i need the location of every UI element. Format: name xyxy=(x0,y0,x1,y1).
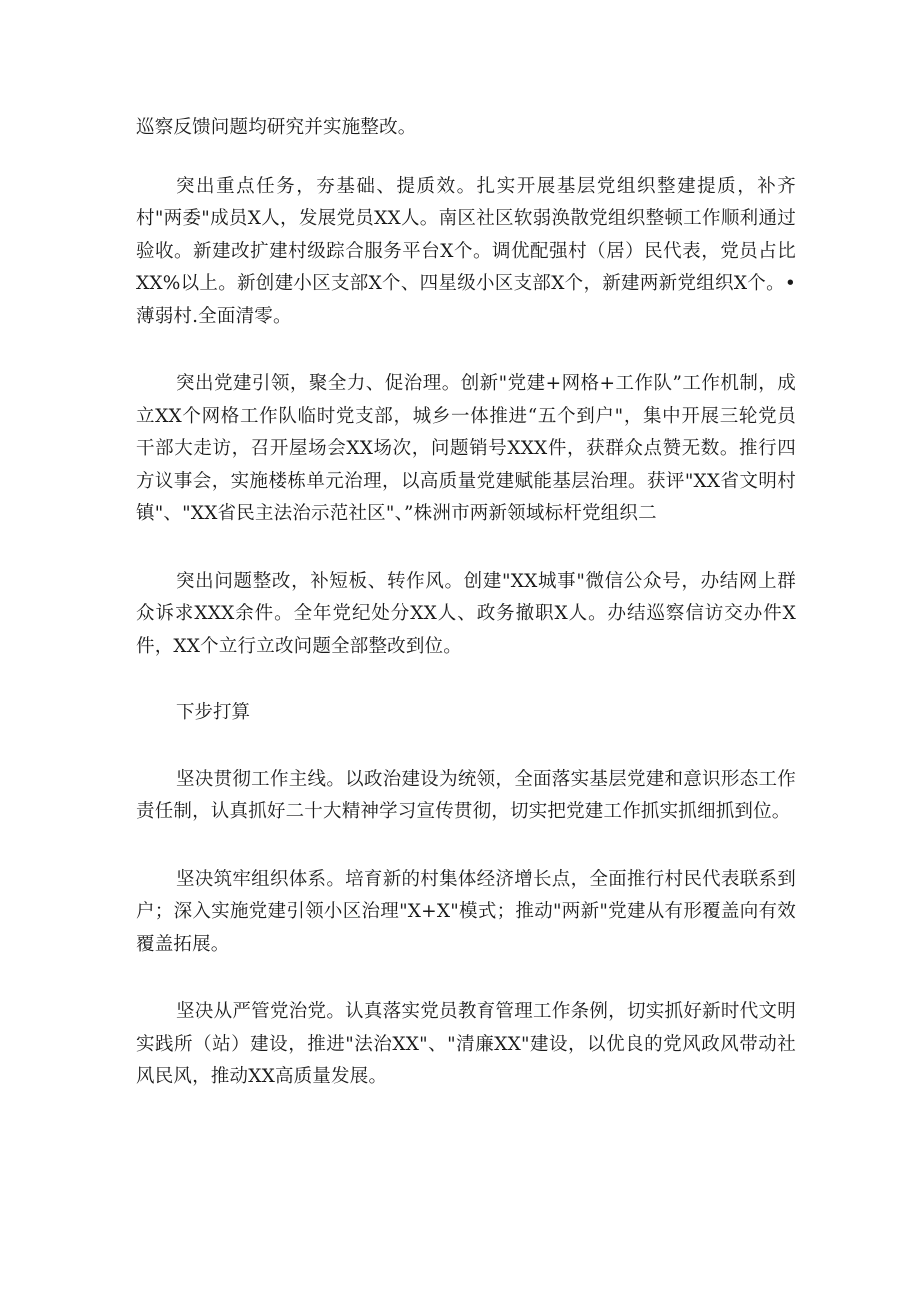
paragraph-party-leadership: 突出党建引领，聚全力、促治理。创新"党建+网格+工作队”工作机制，成立XX个网格工作队临时党支部，城乡一体推进“五个到户"，集中开展三轮党员干部大走访，召开屋场会XX场次，问题销号XXX件，获群众点赞无数。推行四方议事会，实施楼栋单元治理，以高质量党建赋能基层治理。获评"XX省文明村镇"、"XX省民主法治示范社区"、”株洲市两新领域标杆党组织二 xyxy=(136,373,796,524)
plan-paragraph-strict-governance: 坚决从严管党治党。认真落实党员教育管理工作条例，切实抓好新时代文明实践所（站）建设，推进"法治XX"、"清廉XX"建设，以优良的党风政风带动社风民风，推动XX高质量发展。 xyxy=(136,1001,796,1087)
document-body xyxy=(136,112,796,1129)
paragraph-rectification-continued: 巡察反馈问题均研究并实施整改。 xyxy=(136,117,417,138)
plan-paragraph-main-line: 坚决贯彻工作主线。以政治建设为统领，全面落实基层党建和意识形态工作责任制，认真抓好二十大精神学习宣传贯彻，切实把党建工作抓实抓细抓到位。 xyxy=(136,768,796,822)
plan-paragraph-organization: 坚决筑牢组织体系。培育新的村集体经济增长点，全面推行村民代表联系到户；深入实施党建引领小区治理"X+X"模式；推动"两新"党建从有形覆盖向有效覆盖拓展。 xyxy=(136,868,796,955)
paragraph-key-tasks: 突出重点任务，夯基础、提质效。扎实开展基层党组织整建提质，补齐村"两委"成员X人，发展党员XX人。南区社区软弱涣散党组织整顿工作顺利通过验收。新建改扩建村级踪合服务平台X个。调优配强村（居）民代表，党员占比XX%以上。新创建小区支部X个、四星级小区支部X个，新建两新党组织X个。•薄弱村.全面清零。 xyxy=(136,175,796,327)
section-heading-next-plans: 下步打算 xyxy=(176,702,251,723)
paragraph-problem-rectification: 突出问题整改，补短板、转作风。创建"XX城事"微信公众号，办结网上群众诉求XXX余件。全年党纪处分XX人、政务撤职X人。办结巡察信访交办件X件，XX个立行立改问题全部整改到位。 xyxy=(136,570,796,657)
